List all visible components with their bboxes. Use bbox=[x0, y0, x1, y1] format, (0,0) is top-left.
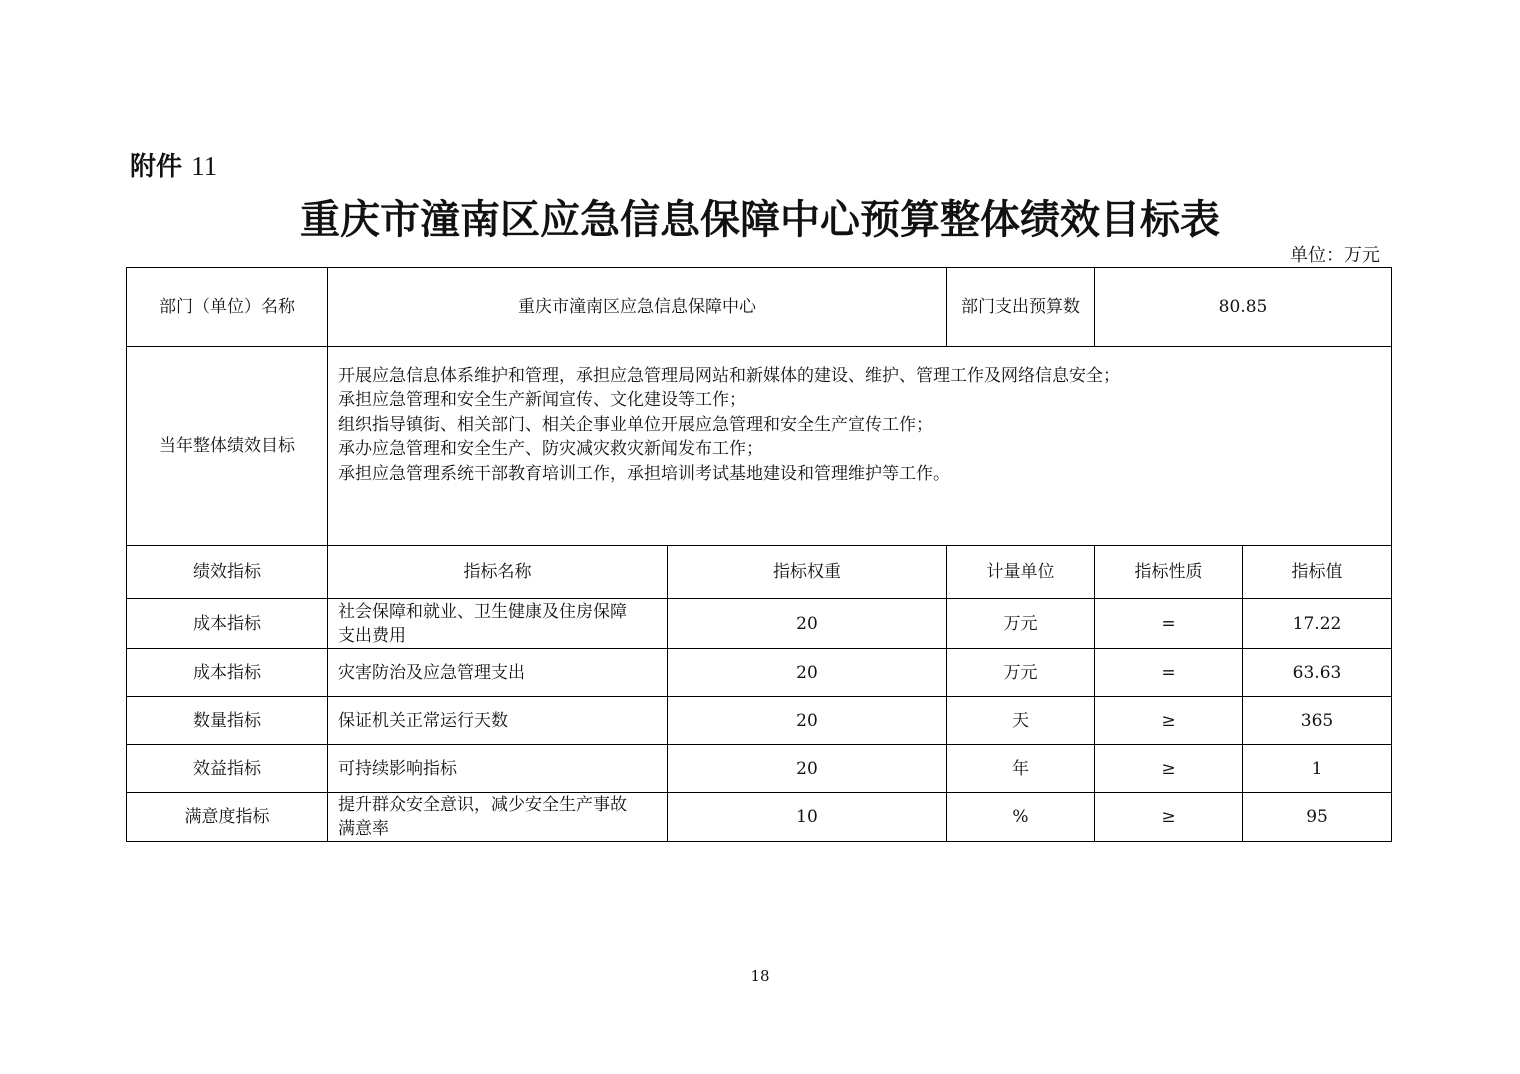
row-weight: 20 bbox=[668, 599, 947, 649]
row-unit: % bbox=[947, 793, 1095, 842]
column-header: 计量单位 bbox=[947, 546, 1095, 599]
attachment-prefix: 附件 bbox=[130, 152, 183, 182]
row-name-line: 社会保障和就业、卫生健康及住房保障 bbox=[338, 601, 627, 622]
row-name-line: 提升群众安全意识，减少安全生产事故 bbox=[338, 795, 627, 815]
row-unit: 年 bbox=[947, 745, 1095, 793]
row-nature: ≥ bbox=[1095, 697, 1243, 745]
dept-value: 重庆市潼南区应急信息保障中心 bbox=[328, 268, 947, 347]
table-row bbox=[127, 599, 1392, 649]
page-number: 18 bbox=[750, 967, 770, 985]
table-row bbox=[127, 745, 1392, 793]
attachment-label bbox=[130, 146, 217, 183]
column-header: 指标名称 bbox=[328, 546, 668, 599]
row-name-line: 支出费用 bbox=[338, 625, 406, 646]
goal-line: 承担应急管理和安全生产新闻宣传、文化建设等工作； bbox=[338, 390, 746, 411]
row-category: 成本指标 bbox=[127, 649, 328, 697]
row-name bbox=[328, 793, 668, 842]
column-header: 绩效指标 bbox=[127, 546, 328, 599]
row-category: 满意度指标 bbox=[127, 793, 328, 842]
row-name: 可持续影响指标 bbox=[328, 745, 668, 793]
row-nature: = bbox=[1095, 599, 1243, 649]
goal-line: 承办应急管理和安全生产、防灾减灾救灾新闻发布工作； bbox=[338, 439, 763, 460]
row-weight: 20 bbox=[668, 745, 947, 793]
table-row bbox=[127, 793, 1392, 842]
column-header: 指标值 bbox=[1243, 546, 1392, 599]
row-unit: 天 bbox=[947, 697, 1095, 745]
row-category: 数量指标 bbox=[127, 697, 328, 745]
dept-row bbox=[127, 268, 1392, 347]
row-unit: 万元 bbox=[947, 649, 1095, 697]
goal-line: 组织指导镇街、相关部门、相关企事业单位开展应急管理和安全生产宣传工作； bbox=[338, 414, 933, 435]
goal-line: 承担应急管理系统干部教育培训工作，承担培训考试基地建设和管理维护等工作。 bbox=[338, 463, 950, 484]
row-value: 1 bbox=[1243, 745, 1392, 793]
budget-value: 80.85 bbox=[1095, 268, 1392, 347]
table-row bbox=[127, 697, 1392, 745]
column-header: 指标性质 bbox=[1095, 546, 1243, 599]
row-weight: 20 bbox=[668, 697, 947, 745]
dept-label: 部门（单位）名称 bbox=[127, 268, 328, 347]
row-nature: = bbox=[1095, 649, 1243, 697]
row-value: 17.22 bbox=[1243, 599, 1392, 649]
row-nature: ≥ bbox=[1095, 793, 1243, 842]
performance-table bbox=[126, 267, 1392, 842]
column-header: 指标权重 bbox=[668, 546, 947, 599]
row-name: 灾害防治及应急管理支出 bbox=[328, 649, 668, 697]
goal-label: 当年整体绩效目标 bbox=[127, 347, 328, 546]
row-weight: 10 bbox=[668, 793, 947, 842]
goal-line: 开展应急信息体系维护和管理，承担应急管理局网站和新媒体的建设、维护、管理工作及网络信息安全； bbox=[338, 365, 1120, 386]
row-nature: ≥ bbox=[1095, 745, 1243, 793]
row-value: 63.63 bbox=[1243, 649, 1392, 697]
header-row bbox=[127, 546, 1392, 599]
goal-row bbox=[127, 347, 1392, 546]
budget-label: 部门支出预算数 bbox=[947, 268, 1095, 347]
row-weight: 20 bbox=[668, 649, 947, 697]
page-title: 重庆市潼南区应急信息保障中心预算整体绩效目标表 bbox=[300, 197, 1220, 243]
row-category: 成本指标 bbox=[127, 599, 328, 649]
row-value: 95 bbox=[1243, 793, 1392, 842]
row-name: 保证机关正常运行天数 bbox=[328, 697, 668, 745]
attachment-number: 11 bbox=[191, 151, 218, 181]
row-name bbox=[328, 599, 668, 649]
row-name-line: 满意率 bbox=[338, 819, 389, 839]
goal-text bbox=[328, 347, 1392, 546]
row-value: 365 bbox=[1243, 697, 1392, 745]
unit-label: 单位：万元 bbox=[1290, 245, 1380, 266]
table-row bbox=[127, 649, 1392, 697]
row-category: 效益指标 bbox=[127, 745, 328, 793]
row-unit: 万元 bbox=[947, 599, 1095, 649]
